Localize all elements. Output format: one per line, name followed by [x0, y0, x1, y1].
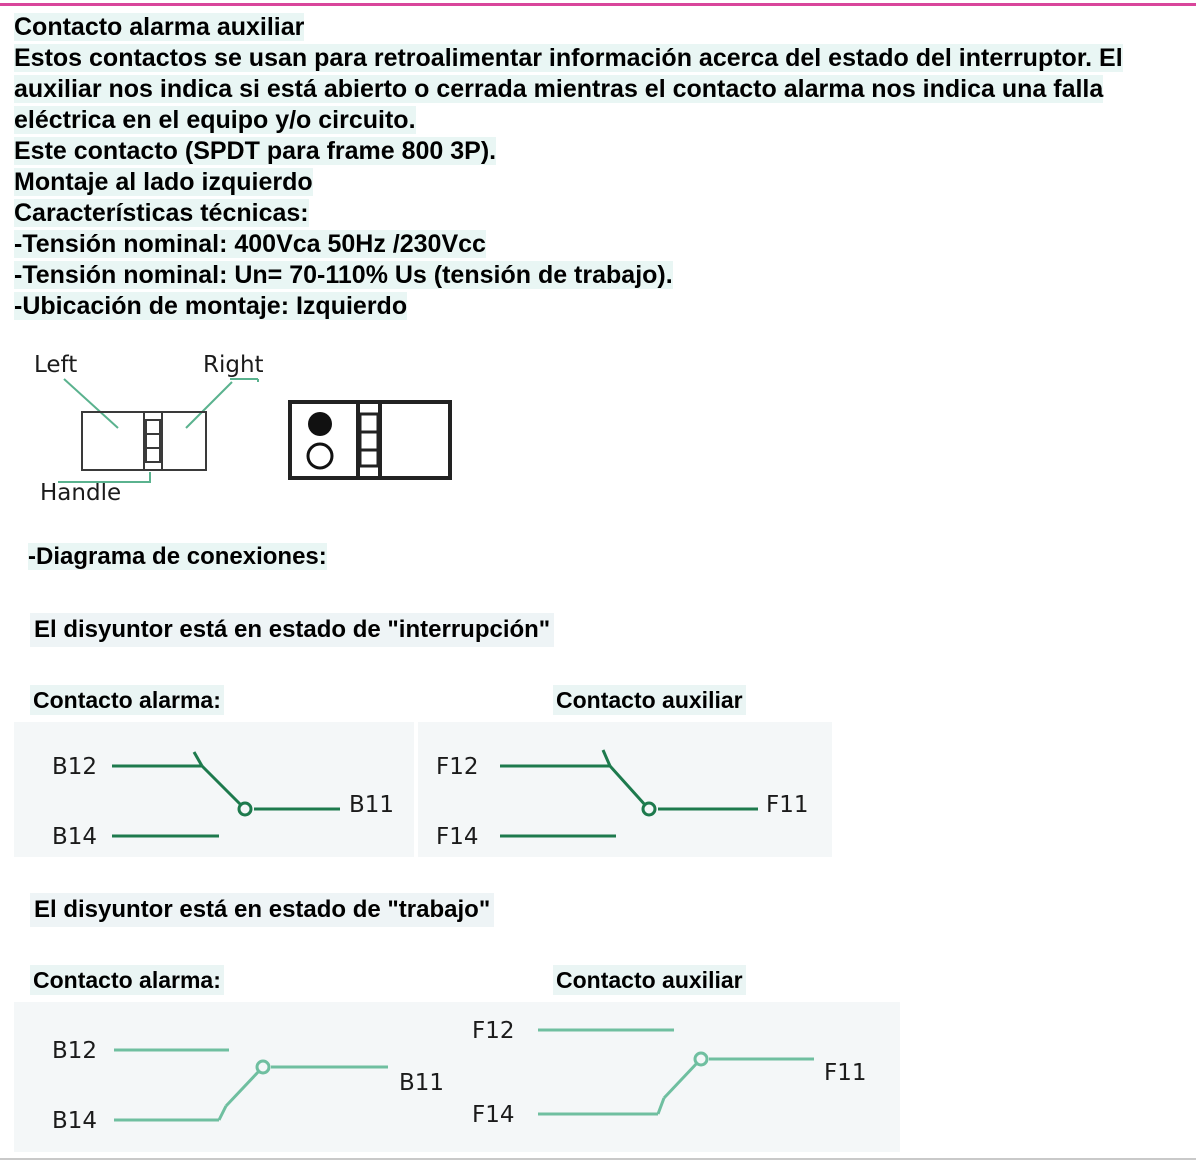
paragraph-spec-voltage-1 [14, 229, 1174, 260]
state-1-alarm-schematic [14, 722, 414, 857]
paragraph-mounting-side-text: Montaje al lado izquierdo [14, 168, 313, 196]
state-1-aux-node-bottom: F14 [436, 824, 479, 850]
paragraph-spec-location [14, 291, 1174, 322]
paragraph-spec-voltage-1-text: -Tensión nominal: 400Vca 50Hz /230Vcc [14, 230, 486, 258]
paragraph-spec-location-text: -Ubicación de montaje: Izquierdo [14, 292, 408, 320]
state-1-alarm-label: Contacto alarma: [30, 685, 224, 715]
paragraph-description [14, 43, 1174, 136]
paragraph-description-text: Estos contactos se usan para retroalimentar información acerca del estado del interruptor. El auxiliar nos indica si está abierto o cerrada mientras el contacto alarma nos indica una falla eléctrica en el equipo y/o circuito. [14, 44, 1123, 134]
mounting-diagram [18, 352, 498, 527]
state-1-aux-node-top: F12 [436, 754, 479, 780]
paragraph-spec-voltage-2-text: -Tensión nominal: Un= 70-110% Us (tensión de trabajo). [14, 261, 673, 289]
state-1-alarm-node-common: B11 [349, 792, 395, 818]
state-2-aux-node-top: F12 [472, 1018, 515, 1044]
paragraph-contact-type [14, 136, 1174, 167]
state-2-aux-label: Contacto auxiliar [553, 965, 746, 995]
paragraph-title [14, 12, 1174, 43]
state-2-alarm-node-common: B11 [399, 1070, 445, 1096]
intro-text-block [14, 12, 1174, 322]
state-1-alarm-node-bottom: B14 [52, 824, 98, 850]
connection-diagram-heading-text: -Diagrama de conexiones: [28, 543, 327, 570]
state-2-aux-node-bottom: F14 [472, 1102, 515, 1128]
state-2-alarm-label: Contacto alarma: [30, 965, 224, 995]
paragraph-spec-voltage-2 [14, 260, 1174, 291]
state-1-title: El disyuntor está en estado de "interrupción" [30, 613, 554, 647]
paragraph-specs-heading-text: Características técnicas: [14, 199, 309, 227]
state-1-aux-schematic [418, 722, 832, 857]
state-1-aux-node-common: F11 [766, 792, 809, 818]
state-2-alarm-schematic [14, 1002, 462, 1152]
paragraph-title-text: Contacto alarma auxiliar [14, 13, 305, 41]
mounting-left-label: Left [34, 352, 78, 378]
state-1-aux-label: Contacto auxiliar [553, 685, 746, 715]
mounting-right-label: Right [203, 352, 264, 378]
paragraph-mounting-side [14, 167, 1174, 198]
state-1-alarm-node-top: B12 [52, 754, 98, 780]
paragraph-contact-type-text: Este contacto (SPDT para frame 800 3P). [14, 137, 497, 165]
state-2-alarm-node-bottom: B14 [52, 1108, 98, 1134]
state-2-title: El disyuntor está en estado de "trabajo" [30, 893, 494, 927]
connection-diagram-heading [28, 542, 327, 572]
state-2-aux-schematic [462, 1002, 900, 1152]
paragraph-specs-heading [14, 198, 1174, 229]
state-2-aux-node-common: F11 [824, 1060, 867, 1086]
state-2-alarm-node-top: B12 [52, 1038, 98, 1064]
bottom-divider [0, 1158, 1196, 1160]
mounting-handle-label: Handle [40, 480, 122, 506]
top-divider [0, 3, 1196, 6]
